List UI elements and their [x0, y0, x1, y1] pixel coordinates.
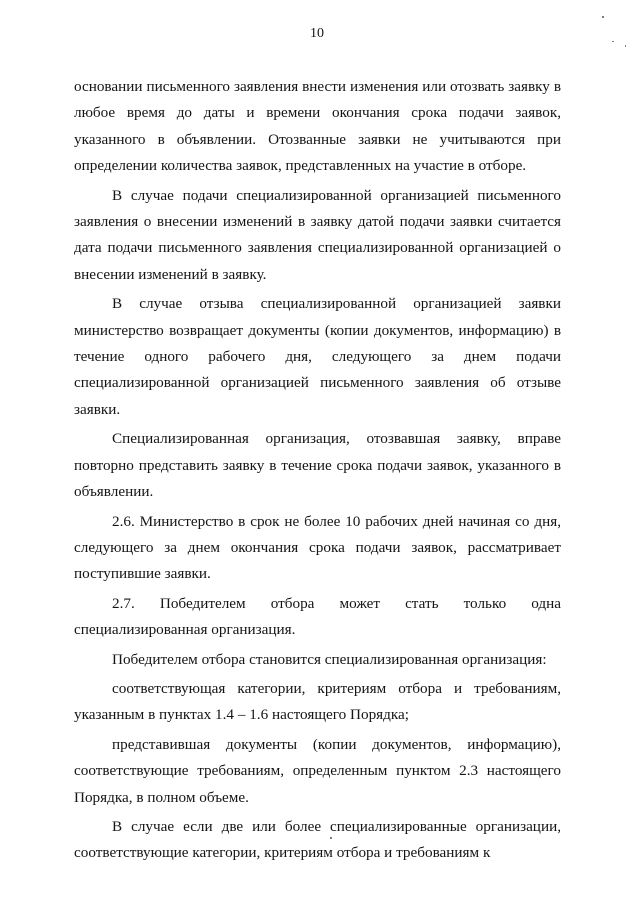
paragraph-winner-documents: представившая документы (копии документов, информацию), соответствующие требованиям, определенным пунктом 2.3 настоящего Порядка, в полном объеме. [74, 735, 561, 806]
scan-speck [602, 16, 604, 18]
scan-speck [612, 41, 614, 42]
paragraph-tie-case: В случае если две или более специализированные организации, соответствующие категории, критериям отбора и требованиям к [74, 817, 561, 862]
paragraph-amendment-date: В случае подачи специализированной организацией письменного заявления о внесении изменений в заявку датой подачи заявки считается дата подачи письменного заявления специализированной организацией о внесении изменений в заявку. [74, 186, 561, 283]
paragraph-clause-2-7: 2.7. Победителем отбора может стать только одна специализированная организация. [74, 594, 561, 639]
page-number: 10 [310, 26, 324, 41]
document-body [74, 74, 561, 870]
paragraph-winner-intro: Победителем отбора становится специализированная организация: [112, 650, 547, 668]
paragraph-continuation: основании письменного заявления внести изменения или отозвать заявку в любое время до даты и времени окончания срока подачи заявок, указанного в объявлении. Отозванные заявки не учитываются при определении количества заявок, представленных на участие в отборе. [74, 78, 561, 175]
paragraph-withdrawal-return: В случае отзыва специализированной организацией заявки министерство возвращает документы (копии документов, информацию) в течение одного рабочего дня, следующего за днем подачи специализированной организацией письменного заявления об отзыве заявки. [74, 295, 561, 418]
paragraph-clause-2-6: 2.6. Министерство в срок не более 10 рабочих дней начиная со дня, следующего за днем окончания срока подачи заявок, рассматривает поступившие заявки. [74, 512, 561, 583]
scan-speck [625, 45, 626, 47]
scan-speck [330, 837, 332, 839]
paragraph-resubmission: Специализированная организация, отозвавшая заявку, вправе повторно представить заявку в течение срока подачи заявок, указанного в объявлении. [74, 430, 561, 501]
paragraph-winner-criteria: соответствующая категории, критериям отбора и требованиям, указанным в пунктах 1.4 – 1.6 настоящего Порядка; [74, 679, 561, 724]
